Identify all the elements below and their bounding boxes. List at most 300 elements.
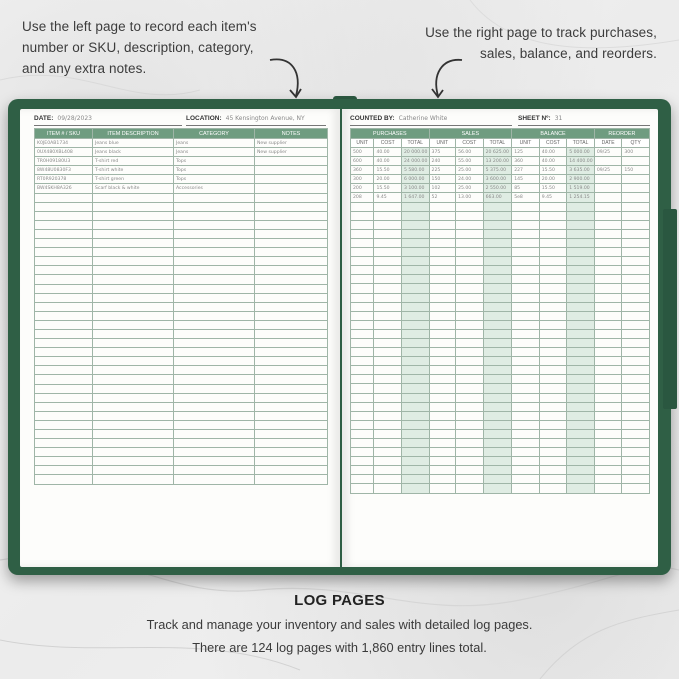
empty-cell <box>567 320 595 329</box>
empty-cell <box>622 357 650 366</box>
empty-cell <box>429 348 456 357</box>
empty-cell <box>539 202 567 211</box>
empty-cell <box>351 311 374 320</box>
empty-cell <box>456 266 484 275</box>
empty-cell <box>456 393 484 402</box>
empty-cell <box>539 393 567 402</box>
empty-cell <box>429 211 456 220</box>
empty-cell <box>255 466 328 475</box>
empty-cell <box>539 484 567 493</box>
empty-row <box>35 366 328 375</box>
empty-cell <box>594 211 622 220</box>
empty-cell <box>483 420 512 429</box>
empty-cell <box>539 266 567 275</box>
empty-cell <box>351 257 374 266</box>
empty-cell <box>567 329 595 338</box>
table-cell <box>594 193 622 202</box>
empty-cell <box>622 257 650 266</box>
empty-row <box>351 348 650 357</box>
empty-cell <box>539 448 567 457</box>
empty-cell <box>174 375 255 384</box>
empty-cell <box>567 238 595 247</box>
empty-row <box>35 320 328 329</box>
table-cell: 14 400.00 <box>567 157 595 166</box>
empty-cell <box>483 448 512 457</box>
empty-row <box>351 248 650 257</box>
empty-cell <box>594 357 622 366</box>
empty-cell <box>35 448 93 457</box>
empty-row <box>351 357 650 366</box>
empty-cell <box>374 393 402 402</box>
empty-cell <box>567 275 595 284</box>
empty-cell <box>539 411 567 420</box>
column-header: ITEM DESCRIPTION <box>93 129 174 139</box>
empty-cell <box>539 375 567 384</box>
column-header: TOTAL <box>483 139 512 148</box>
empty-row <box>351 311 650 320</box>
elastic-band <box>663 209 677 409</box>
empty-cell <box>483 293 512 302</box>
table-cell: 360 <box>512 157 540 166</box>
group-header: SALES <box>429 129 512 139</box>
empty-cell <box>351 402 374 411</box>
table-cell: 3 100.00 <box>401 184 429 193</box>
table-cell: 102 <box>429 184 456 193</box>
table-cell: 25.00 <box>456 166 484 175</box>
empty-cell <box>539 420 567 429</box>
empty-cell <box>483 348 512 357</box>
empty-cell <box>456 229 484 238</box>
empty-cell <box>594 384 622 393</box>
empty-cell <box>622 211 650 220</box>
empty-cell <box>93 329 174 338</box>
table-cell: 9.45 <box>374 193 402 202</box>
empty-cell <box>512 384 540 393</box>
empty-row <box>35 284 328 293</box>
empty-cell <box>255 420 328 429</box>
empty-cell <box>456 348 484 357</box>
empty-row <box>351 439 650 448</box>
empty-cell <box>351 338 374 347</box>
empty-cell <box>93 393 174 402</box>
empty-cell <box>93 448 174 457</box>
table-cell: 40.00 <box>539 148 567 157</box>
empty-cell <box>483 238 512 247</box>
empty-cell <box>539 293 567 302</box>
empty-cell <box>539 402 567 411</box>
sheet-number-field: SHEET Nº: 31 <box>518 115 563 122</box>
empty-cell <box>374 320 402 329</box>
empty-row <box>35 248 328 257</box>
empty-cell <box>374 475 402 484</box>
column-header: ITEM # / SKU <box>35 129 93 139</box>
empty-cell <box>594 284 622 293</box>
table-cell: 09/25 <box>594 166 622 175</box>
empty-cell <box>255 202 328 211</box>
empty-cell <box>429 229 456 238</box>
empty-cell <box>429 439 456 448</box>
table-cell: 0UX480XBL408 <box>35 148 93 157</box>
empty-cell <box>374 420 402 429</box>
caption-line: number or SKU, description, category, <box>22 40 254 55</box>
table-cell <box>622 193 650 202</box>
empty-cell <box>539 320 567 329</box>
table-cell: Tops <box>174 175 255 184</box>
empty-cell <box>539 311 567 320</box>
empty-cell <box>594 293 622 302</box>
empty-cell <box>93 348 174 357</box>
empty-cell <box>622 238 650 247</box>
table-cell: 13 200.00 <box>483 157 512 166</box>
empty-cell <box>401 202 429 211</box>
empty-cell <box>539 357 567 366</box>
empty-cell <box>351 348 374 357</box>
empty-cell <box>93 311 174 320</box>
empty-cell <box>429 266 456 275</box>
table-row <box>351 193 650 202</box>
empty-cell <box>174 366 255 375</box>
empty-cell <box>255 284 328 293</box>
empty-cell <box>567 375 595 384</box>
location-field: LOCATION: 45 Kensington Avenue, NY <box>186 115 305 122</box>
empty-cell <box>35 257 93 266</box>
empty-cell <box>374 220 402 229</box>
table-cell: 55.00 <box>456 157 484 166</box>
empty-cell <box>351 320 374 329</box>
empty-cell <box>401 357 429 366</box>
empty-cell <box>539 439 567 448</box>
empty-row <box>35 239 328 248</box>
empty-cell <box>35 220 93 229</box>
empty-cell <box>401 320 429 329</box>
empty-cell <box>401 466 429 475</box>
table-cell: 52 <box>429 193 456 202</box>
empty-cell <box>594 439 622 448</box>
empty-cell <box>374 338 402 347</box>
description-line: Track and manage your inventory and sales with detailed log pages. <box>146 617 533 632</box>
empty-cell <box>483 475 512 484</box>
empty-cell <box>174 329 255 338</box>
table-cell <box>622 175 650 184</box>
table-row <box>35 175 328 184</box>
empty-row <box>351 284 650 293</box>
empty-cell <box>512 311 540 320</box>
empty-cell <box>93 275 174 284</box>
empty-cell <box>93 430 174 439</box>
empty-cell <box>429 293 456 302</box>
empty-cell <box>93 375 174 384</box>
empty-cell <box>174 439 255 448</box>
empty-cell <box>35 384 93 393</box>
table-cell: 20 000.00 <box>401 148 429 157</box>
empty-cell <box>35 239 93 248</box>
empty-cell <box>622 275 650 284</box>
table-cell: Tops <box>174 166 255 175</box>
empty-row <box>35 220 328 229</box>
table-cell: Jeans blue <box>93 139 174 148</box>
empty-cell <box>255 448 328 457</box>
empty-cell <box>429 202 456 211</box>
empty-cell <box>622 266 650 275</box>
empty-cell <box>539 475 567 484</box>
empty-row <box>351 302 650 311</box>
empty-row <box>351 329 650 338</box>
empty-cell <box>374 311 402 320</box>
empty-cell <box>539 284 567 293</box>
empty-cell <box>401 220 429 229</box>
empty-row <box>351 320 650 329</box>
empty-cell <box>174 275 255 284</box>
empty-cell <box>429 466 456 475</box>
empty-cell <box>483 220 512 229</box>
empty-cell <box>512 411 540 420</box>
empty-cell <box>483 466 512 475</box>
empty-cell <box>374 293 402 302</box>
empty-row <box>35 339 328 348</box>
empty-cell <box>456 420 484 429</box>
empty-cell <box>429 338 456 347</box>
empty-cell <box>401 229 429 238</box>
table-cell: Tops <box>174 157 255 166</box>
empty-cell <box>512 320 540 329</box>
empty-row <box>35 329 328 338</box>
empty-cell <box>401 475 429 484</box>
table-cell: 56.00 <box>456 148 484 157</box>
empty-cell <box>622 466 650 475</box>
empty-cell <box>483 257 512 266</box>
empty-cell <box>35 329 93 338</box>
table-cell <box>622 157 650 166</box>
empty-cell <box>35 193 93 202</box>
table-cell: 125 <box>512 148 540 157</box>
empty-cell <box>351 293 374 302</box>
empty-cell <box>255 302 328 311</box>
empty-cell <box>429 311 456 320</box>
table-cell: 360 <box>351 166 374 175</box>
empty-cell <box>622 402 650 411</box>
table-row <box>351 166 650 175</box>
table-cell: 15.50 <box>374 184 402 193</box>
empty-cell <box>35 457 93 466</box>
empty-row <box>35 402 328 411</box>
empty-row <box>35 448 328 457</box>
empty-cell <box>483 393 512 402</box>
table-cell: 2 900.00 <box>567 175 595 184</box>
empty-cell <box>539 338 567 347</box>
empty-cell <box>374 448 402 457</box>
empty-cell <box>594 220 622 229</box>
table-cell: 8W48U0830F3 <box>35 166 93 175</box>
table-cell: Scarf black & white <box>93 184 174 193</box>
empty-cell <box>483 484 512 493</box>
table-cell: 15.50 <box>374 166 402 175</box>
empty-cell <box>456 384 484 393</box>
empty-cell <box>483 439 512 448</box>
empty-cell <box>174 448 255 457</box>
empty-cell <box>93 320 174 329</box>
empty-cell <box>174 257 255 266</box>
empty-cell <box>483 375 512 384</box>
empty-cell <box>483 366 512 375</box>
empty-cell <box>401 420 429 429</box>
empty-cell <box>174 357 255 366</box>
left-page-caption <box>22 16 282 79</box>
empty-cell <box>93 357 174 366</box>
empty-cell <box>622 366 650 375</box>
empty-cell <box>483 284 512 293</box>
empty-cell <box>456 284 484 293</box>
empty-cell <box>622 448 650 457</box>
empty-cell <box>351 366 374 375</box>
empty-cell <box>255 402 328 411</box>
empty-row <box>351 420 650 429</box>
empty-cell <box>401 275 429 284</box>
empty-cell <box>456 220 484 229</box>
empty-cell <box>483 275 512 284</box>
empty-row <box>351 266 650 275</box>
empty-cell <box>567 302 595 311</box>
empty-cell <box>567 402 595 411</box>
empty-cell <box>567 338 595 347</box>
empty-cell <box>594 402 622 411</box>
empty-cell <box>594 202 622 211</box>
empty-cell <box>539 275 567 284</box>
empty-cell <box>622 484 650 493</box>
empty-cell <box>594 302 622 311</box>
empty-cell <box>539 238 567 247</box>
empty-cell <box>351 220 374 229</box>
empty-cell <box>374 229 402 238</box>
table-cell: 15.50 <box>539 166 567 175</box>
empty-cell <box>351 275 374 284</box>
empty-cell <box>622 457 650 466</box>
empty-cell <box>539 429 567 438</box>
item-log-table <box>34 128 328 485</box>
empty-cell <box>622 311 650 320</box>
empty-cell <box>174 229 255 238</box>
empty-cell <box>351 448 374 457</box>
column-header: CATEGORY <box>174 129 255 139</box>
empty-cell <box>401 375 429 384</box>
empty-cell <box>567 466 595 475</box>
date-field: DATE: 09/28/2023 <box>34 115 92 122</box>
empty-cell <box>35 411 93 420</box>
empty-row <box>351 229 650 238</box>
empty-cell <box>351 211 374 220</box>
empty-cell <box>255 329 328 338</box>
empty-cell <box>594 448 622 457</box>
empty-row <box>35 357 328 366</box>
empty-cell <box>567 266 595 275</box>
empty-cell <box>512 457 540 466</box>
empty-row <box>35 411 328 420</box>
empty-cell <box>174 466 255 475</box>
table-row <box>351 148 650 157</box>
empty-cell <box>594 338 622 347</box>
empty-cell <box>35 248 93 257</box>
empty-cell <box>622 439 650 448</box>
counted-by-field: COUNTED BY: Catherine White <box>350 115 448 122</box>
table-cell: 40.00 <box>539 157 567 166</box>
empty-cell <box>93 402 174 411</box>
empty-cell <box>93 193 174 202</box>
empty-cell <box>174 211 255 220</box>
empty-cell <box>483 429 512 438</box>
empty-cell <box>351 457 374 466</box>
empty-cell <box>483 248 512 257</box>
empty-cell <box>594 420 622 429</box>
empty-row <box>35 420 328 429</box>
empty-cell <box>429 302 456 311</box>
table-row <box>35 148 328 157</box>
table-cell: 150 <box>622 166 650 175</box>
empty-row <box>35 430 328 439</box>
empty-cell <box>93 293 174 302</box>
caption-line: Use the right page to track purchases, <box>425 25 657 40</box>
empty-cell <box>594 348 622 357</box>
empty-cell <box>512 475 540 484</box>
empty-cell <box>567 384 595 393</box>
empty-cell <box>255 266 328 275</box>
empty-cell <box>512 229 540 238</box>
empty-cell <box>401 366 429 375</box>
empty-cell <box>429 393 456 402</box>
empty-row <box>351 366 650 375</box>
column-header: NOTES <box>255 129 328 139</box>
empty-cell <box>174 393 255 402</box>
inventory-tracking-table <box>350 128 650 494</box>
table-cell: 300 <box>622 148 650 157</box>
empty-cell <box>35 357 93 366</box>
empty-row <box>351 257 650 266</box>
empty-cell <box>35 320 93 329</box>
empty-cell <box>93 229 174 238</box>
empty-cell <box>622 248 650 257</box>
empty-cell <box>622 202 650 211</box>
empty-cell <box>35 202 93 211</box>
empty-cell <box>539 302 567 311</box>
empty-cell <box>539 229 567 238</box>
empty-cell <box>456 484 484 493</box>
table-cell: BW4SKH8A326 <box>35 184 93 193</box>
empty-row <box>35 475 328 484</box>
empty-cell <box>429 320 456 329</box>
empty-cell <box>174 302 255 311</box>
empty-cell <box>374 466 402 475</box>
empty-cell <box>255 239 328 248</box>
empty-cell <box>567 293 595 302</box>
empty-cell <box>483 384 512 393</box>
empty-row <box>351 338 650 347</box>
empty-cell <box>539 220 567 229</box>
empty-cell <box>567 457 595 466</box>
empty-cell <box>174 339 255 348</box>
empty-cell <box>351 384 374 393</box>
empty-cell <box>622 348 650 357</box>
empty-cell <box>351 238 374 247</box>
empty-cell <box>622 329 650 338</box>
empty-cell <box>351 202 374 211</box>
empty-cell <box>401 384 429 393</box>
empty-cell <box>594 466 622 475</box>
empty-row <box>35 229 328 238</box>
empty-row <box>351 484 650 493</box>
empty-cell <box>351 329 374 338</box>
empty-cell <box>351 229 374 238</box>
empty-cell <box>351 429 374 438</box>
empty-cell <box>174 420 255 429</box>
empty-cell <box>512 357 540 366</box>
